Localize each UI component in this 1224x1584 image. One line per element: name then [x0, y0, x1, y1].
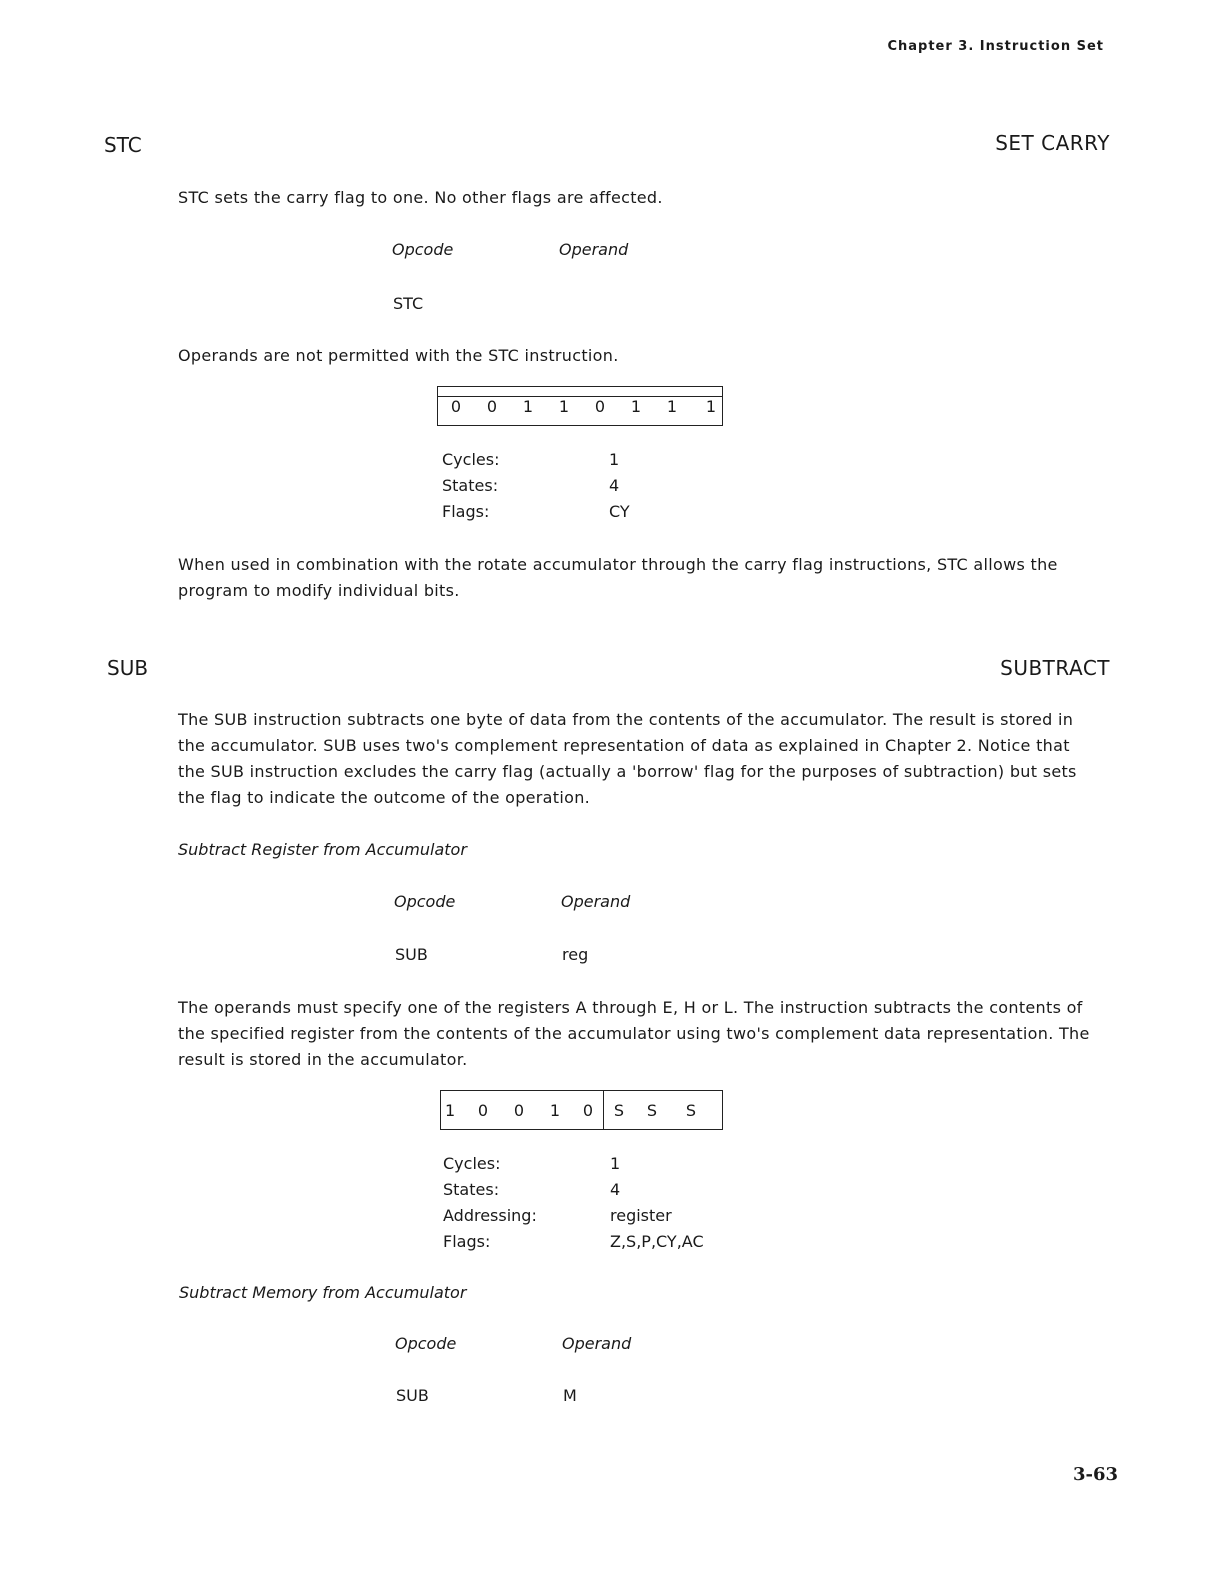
bit: 0: [477, 1100, 489, 1120]
page-number: 3-63: [1072, 1464, 1118, 1485]
sub-title-heading: SUBTRACT: [1000, 656, 1110, 680]
bit: 0: [582, 1100, 594, 1120]
stc-operand-label: Operand: [559, 240, 629, 259]
bit: 0: [450, 396, 462, 416]
running-header: Chapter 3. Instruction Set: [887, 39, 1104, 54]
sub-intro-text: The SUB instruction subtracts one byte of data from the contents of the accumulator. The result is stored in the accumulator. SUB uses two's complement representation of data as explained in Chapter 2. Notice that the SUB instruction excludes the carry flag (actually a 'borrow' flag for the purposes of subtraction) but sets the flag to indicate the outcome of the operation.: [178, 710, 1077, 807]
sub-bit-pattern: [440, 1090, 723, 1130]
sub-mem-operand-value: M: [563, 1386, 577, 1405]
bit: S: [613, 1100, 625, 1120]
stc-states-value: 4: [609, 476, 620, 495]
sub-register-heading: Subtract Register from Accumulator: [178, 840, 467, 859]
stc-bit-pattern: [437, 386, 723, 426]
sub-mnemonic-heading: SUB: [107, 656, 149, 680]
stc-intro-text: STC sets the carry flag to one. No other flags are affected.: [178, 188, 663, 207]
bit: S: [646, 1100, 658, 1120]
bit: S: [685, 1100, 696, 1120]
stc-operand-note: Operands are not permitted with the STC instruction.: [178, 346, 619, 365]
bit: 1: [522, 396, 534, 416]
bit: 0: [594, 396, 606, 416]
sub-reg-operand-value: reg: [562, 945, 589, 964]
bit: 1: [705, 396, 716, 416]
sub-reg-opcode-label: Opcode: [394, 892, 456, 911]
bit: 1: [445, 1100, 456, 1120]
bit: 1: [549, 1100, 561, 1120]
bit: 1: [666, 396, 678, 416]
stc-states-label: States:: [442, 476, 499, 495]
sub-addressing-value: register: [610, 1206, 672, 1225]
stc-opcode-value: STC: [393, 294, 424, 313]
stc-mnemonic-heading: STC: [104, 133, 142, 157]
stc-flags-label: Flags:: [442, 502, 490, 521]
sub-states-label: States:: [443, 1180, 500, 1199]
bit: 1: [558, 396, 570, 416]
bit: 1: [630, 396, 642, 416]
stc-usage-text: When used in combination with the rotate accumulator through the carry flag instructions, STC allows the program to modify individual bits.: [178, 555, 1058, 600]
bit: 0: [486, 396, 498, 416]
sub-register-description: The operands must specify one of the registers A through E, H or L. The instruction subtracts the contents of the specified register from the contents of the accumulator using two's complement data representation. The result is stored in the accumulator.: [178, 998, 1090, 1069]
sub-addressing-label: Addressing:: [443, 1206, 537, 1225]
sub-flags-value: Z,S,P,CY,AC: [610, 1232, 704, 1251]
sub-mem-opcode-value: SUB: [396, 1386, 429, 1405]
sub-reg-opcode-value: SUB: [395, 945, 428, 964]
sub-cycles-label: Cycles:: [443, 1154, 501, 1173]
sub-states-value: 4: [610, 1180, 621, 1199]
sub-flags-label: Flags:: [443, 1232, 491, 1251]
stc-cycles-label: Cycles:: [442, 450, 500, 469]
stc-cycles-value: 1: [609, 450, 620, 469]
stc-flags-value: CY: [609, 502, 630, 521]
sub-cycles-value: 1: [610, 1154, 621, 1173]
sub-mem-operand-label: Operand: [562, 1334, 632, 1353]
sub-mem-opcode-label: Opcode: [395, 1334, 457, 1353]
sub-reg-operand-label: Operand: [561, 892, 631, 911]
sub-memory-heading: Subtract Memory from Accumulator: [179, 1283, 467, 1302]
bit-box-rule: [438, 396, 722, 397]
bit: 0: [513, 1100, 525, 1120]
stc-opcode-label: Opcode: [392, 240, 454, 259]
stc-title-heading: SET CARRY: [995, 131, 1110, 155]
